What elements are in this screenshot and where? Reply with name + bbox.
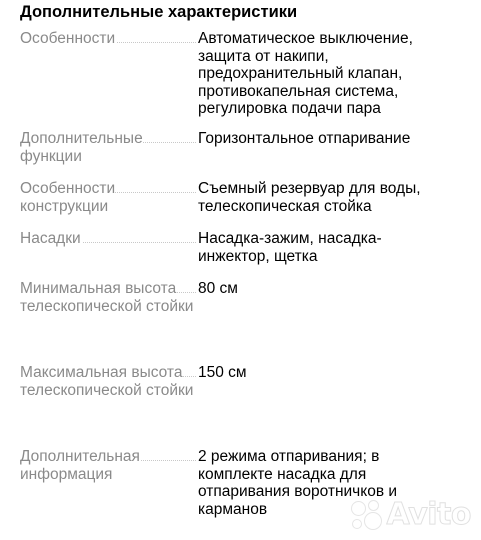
spec-value: Съемный резервуар для воды, телескопическая стойка (198, 180, 421, 215)
spec-name: Насадки (20, 230, 81, 247)
spec-name: Максимальная высота телескопической стойки (20, 364, 194, 399)
spec-name: Дополнительные функции (20, 130, 143, 165)
spec-value: Автоматическое выключение, защита от накипи, предохранительный клапан, противокапельная система, регулировка подачи пара (198, 30, 413, 117)
spec-value: Горизонтальное отпаривание (198, 130, 411, 147)
spec-name: Особенности (20, 30, 116, 47)
spec-value: 80 см (198, 280, 238, 297)
spec-name: Дополнительная информация (20, 448, 140, 483)
spec-name: Минимальная высота телескопической стойки (20, 280, 194, 315)
avito-watermark (349, 498, 471, 532)
spec-value: 2 режима отпаривания; в комплекте насадка для отпаривания воротничков и карманов (198, 448, 398, 518)
section-title: Дополнительные характеристики (20, 3, 298, 21)
spec-value: Насадка-зажим, насадка-инжектор, щетка (198, 230, 382, 265)
watermark-text: Avito (386, 497, 471, 532)
spec-value: 150 см (198, 364, 247, 381)
spec-name: Особенности конструкции (20, 180, 116, 215)
avito-logo-icon (349, 498, 383, 532)
